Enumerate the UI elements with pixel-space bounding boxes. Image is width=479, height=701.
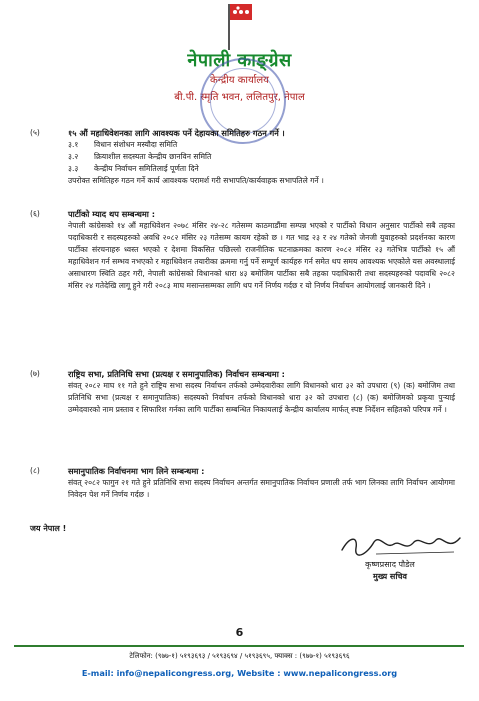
footer-contact: E-mail: info@nepalicongress.org, Website : www.nepalicongress.org (81, 668, 398, 678)
signatory-title: मुख्य सचिव (373, 572, 407, 581)
section-paragraph: संवत् २०८२ फागुन २१ गते हुने प्रतिनिधि सभा सदस्य निर्वाचन अन्तर्गत समानुपातिक निर्वाचन प्रणाली तर्फ भाग लिनका लागि निर्वाचन आयोगमा निवेदन पेश गर्ने निर्णय गर्दछ । (68, 478, 455, 499)
page-number: 6 (235, 626, 244, 639)
handwritten-signature (336, 530, 466, 560)
list-item (68, 139, 455, 151)
list-item-text: क्रियाशील सदस्यता केन्द्रीय छानविन समिति (94, 152, 212, 161)
section-heading: राष्ट्रिय सभा, प्रतिनिधि सभा (प्रत्यक्ष र समानुपातिक) निर्वाचन सम्बन्धमा : (68, 369, 285, 379)
closing-salutation: जय नेपाल ! (30, 524, 67, 533)
signatory-name: कृष्णप्रसाद पौडेल (365, 560, 415, 569)
section-heading: पार्टीको म्याद थप सम्बन्धमा : (68, 209, 156, 219)
section-number: (७) (30, 369, 40, 378)
signatory (320, 559, 460, 583)
letterhead (0, 0, 479, 112)
section-heading: समानुपातिक निर्वाचनमा भाग लिने सम्बन्धमा : (68, 466, 205, 476)
list-item-text: केन्द्रीय निर्वाचन समितिलाई पूर्णता दिने (94, 164, 199, 173)
org-name: नेपाली काङ्ग्रेस (187, 50, 292, 71)
office-address: बी.पी. स्मृति भवन, ललितपुर, नेपाल (174, 92, 305, 103)
section-number: (८) (30, 466, 40, 475)
section-paragraph: नेपाली कांग्रेसको १४ औं महाधिवेशन २०७८ मंसिर २४-२८ गतेसम्म काठमाडौंमा सम्पन्न भएको र पार्टीको विधान अनुसार पार्टीको सबै तहका पदाधिकारी र सदस्यहरुको अवधि २०८२ मंसिर २३ गतेसम्म कायम रहेको छ । गत भाद्र २३ र २४ गतेको जेनजी युवाहरुको प्रदर्शनका कारण पार्टीका संरचनाहरु ध्वस्त भएको र देशमा विकसित पछिल्लो राजनीतिक घटनाक्रमका कारण २०८२ मंसिर २३ गतेभित्र पार्टीको १५ औं महाधिवेशन गर्न सम्भव नभएको र महाधिवेशन तयारीका क्रममा गर्नु पर्ने सम्पूर्ण कार्यहरु गर्न समेत थप समय आवश्यक भएकोले यस अवस्थालाई असाधारण स्थिति ठहर गरी, नेपाली कांग्रेसको विधानको धारा ४३ बमोजिम पार्टीका सबै तहका पदाधिकारी तथा सदस्यहरुको पदावधि २०८२ मंसिर २४ गतेदेखि लागू हुने गरी २०८३ माघ मसान्तसम्मका लागि थप गर्ने निर्णय गर्दछ र यो निर्णय निर्वाचन आयोगलाई जानकारी दिने । (68, 221, 455, 290)
section-paragraph: संवत् २०८२ माघ ११ गते हुने राष्ट्रिय सभा सदस्य निर्वाचन तर्फको उम्मेदवारीका लागि विधानको धारा ३२ को उपधारा (९) (क) बमोजिम तथा प्रतिनिधि सभा (प्रत्यक्ष र समानुपातिक) सदस्यको निर्वाचन तर्फको विधानको धारा ३२ को उपधारा (८) (क) बमोजिमको प्रकृया पुऱ्याई उम्मेदवारको नाम प्रस्ताव र सिफारिश गर्नका लागि पार्टीका सम्बन्धित निकायलाई केन्द्रीय कार्यालय मार्फत् स्पष्ट निर्देशन सहितको परिपत्र गर्ने । (68, 381, 455, 414)
office-name: केन्द्रीय कार्यालय (210, 75, 269, 86)
footer-divider (14, 645, 464, 647)
section-paragraph: उपरोक्त समितिहरु गठन गर्ने कार्य आवश्यक परामर्श गरी सभापति/कार्यवाहक सभापतिले गर्ने । (68, 176, 324, 185)
list-item-text: विधान संशोधन मस्यौदा समिति (94, 140, 178, 149)
footer-phone: टेलिफोन: (९७७-१) ५१९३६९३ / ५१९३६९४ / ५१९३६९५, फ्याक्स : (९७७-१) ५१९३६९६ (129, 652, 350, 660)
section-heading: १५ औं महाधिवेशनका लागि आवश्यक पर्ने देहायका समितिहरु गठन गर्ने । (68, 128, 285, 138)
list-item-number: ३.१ (68, 140, 79, 149)
list-item (68, 151, 455, 163)
list-item (68, 163, 455, 175)
party-flag-icon (226, 2, 254, 52)
list-item-number: ३.२ (68, 152, 79, 161)
section-number: (५) (30, 128, 40, 137)
list-item-number: ३.३ (68, 164, 79, 173)
section-number: (६) (30, 209, 40, 218)
